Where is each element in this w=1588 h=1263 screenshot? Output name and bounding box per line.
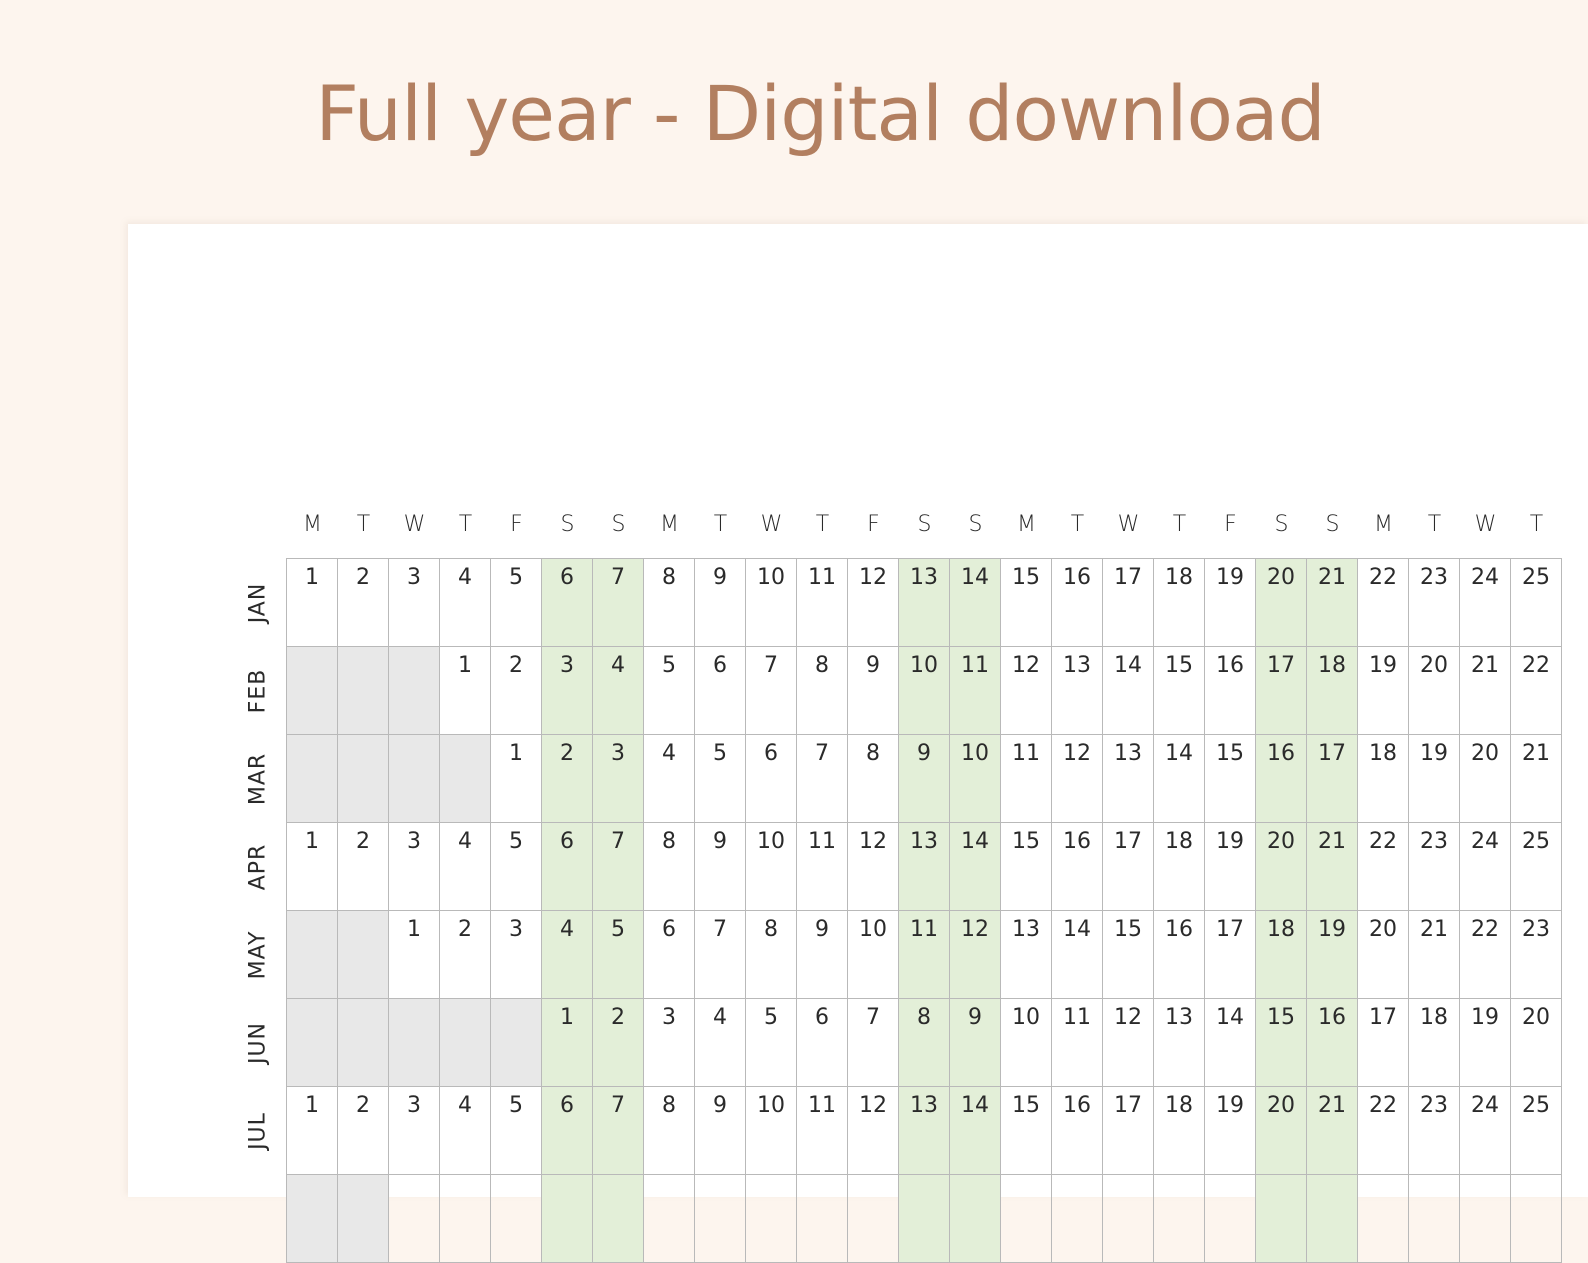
- day-cell: 20: [1511, 999, 1562, 1087]
- day-cell: 18: [1154, 823, 1205, 911]
- day-cell: 15: [1001, 1087, 1052, 1175]
- day-header-letter: S: [1325, 512, 1340, 537]
- month-label-text: FEB: [245, 668, 271, 714]
- day-header-letter: S: [917, 512, 932, 537]
- day-cell: [491, 1175, 542, 1263]
- day-cell: 6: [542, 823, 593, 911]
- day-cell: 14: [1052, 911, 1103, 999]
- day-cell: 18: [1307, 647, 1358, 735]
- day-cell: [797, 1175, 848, 1263]
- day-cell: 22: [1511, 647, 1562, 735]
- day-cell: 18: [1409, 999, 1460, 1087]
- day-cell: 18: [1154, 1087, 1205, 1175]
- day-cell: 24: [1460, 1087, 1511, 1175]
- day-header-letter: S: [1274, 512, 1289, 537]
- day-cell: 21: [1511, 735, 1562, 823]
- day-cell: 8: [899, 999, 950, 1087]
- empty-day-cell: [440, 735, 491, 823]
- day-cell: 13: [1052, 647, 1103, 735]
- day-cell: 24: [1460, 559, 1511, 647]
- day-cell: 22: [1358, 1087, 1409, 1175]
- day-cell: 12: [1001, 647, 1052, 735]
- day-header-letter: S: [968, 512, 983, 537]
- day-cell: 9: [950, 999, 1001, 1087]
- day-cell: 20: [1256, 823, 1307, 911]
- day-cell: 17: [1103, 559, 1154, 647]
- day-cell: 16: [1256, 735, 1307, 823]
- day-cell: 21: [1460, 647, 1511, 735]
- day-cell: 4: [440, 1087, 491, 1175]
- day-cell: 9: [797, 911, 848, 999]
- day-cell: 6: [746, 735, 797, 823]
- month-label-text: MAY: [245, 930, 271, 980]
- day-cell: [1511, 1175, 1562, 1263]
- day-cell: 3: [389, 823, 440, 911]
- day-cell: [1103, 1175, 1154, 1263]
- day-cell: 25: [1511, 1087, 1562, 1175]
- day-cell: 5: [491, 1087, 542, 1175]
- day-cell: [542, 1175, 593, 1263]
- day-cell: 7: [797, 735, 848, 823]
- day-cell: 10: [746, 823, 797, 911]
- day-cell: 15: [1103, 911, 1154, 999]
- day-cell: 13: [1001, 911, 1052, 999]
- day-header-letter: F: [510, 512, 523, 537]
- day-cell: [950, 1175, 1001, 1263]
- day-header-letter: M: [660, 512, 679, 537]
- day-header-letter: M: [1017, 512, 1036, 537]
- day-cell: [1460, 1175, 1511, 1263]
- day-cell: 16: [1205, 647, 1256, 735]
- day-header-letter: M: [303, 512, 322, 537]
- day-cell: 9: [848, 647, 899, 735]
- day-cell: 8: [848, 735, 899, 823]
- day-header-letter: T: [1427, 512, 1442, 537]
- day-header-letter: F: [867, 512, 880, 537]
- day-cell: 17: [1103, 1087, 1154, 1175]
- day-header-letter: T: [815, 512, 830, 537]
- day-cell: 17: [1358, 999, 1409, 1087]
- day-header-letter: T: [1172, 512, 1187, 537]
- day-cell: 14: [1154, 735, 1205, 823]
- day-cell: 16: [1052, 1087, 1103, 1175]
- day-cell: [389, 1175, 440, 1263]
- day-cell: 10: [848, 911, 899, 999]
- day-cell: 11: [797, 1087, 848, 1175]
- day-cell: 11: [797, 559, 848, 647]
- day-cell: 5: [695, 735, 746, 823]
- day-cell: 6: [797, 999, 848, 1087]
- day-cell: 25: [1511, 823, 1562, 911]
- day-cell: 13: [899, 823, 950, 911]
- day-cell: 21: [1307, 823, 1358, 911]
- day-header-letter: T: [356, 512, 371, 537]
- day-cell: 22: [1358, 823, 1409, 911]
- day-cell: [440, 1175, 491, 1263]
- day-cell: 23: [1409, 559, 1460, 647]
- day-cell: 18: [1154, 559, 1205, 647]
- day-cell: 4: [542, 911, 593, 999]
- day-header-letter: W: [1474, 512, 1497, 537]
- day-cell: 20: [1256, 559, 1307, 647]
- day-cell: 20: [1358, 911, 1409, 999]
- month-label-text: JUL: [245, 1112, 271, 1150]
- day-cell: 22: [1460, 911, 1511, 999]
- empty-day-cell: [338, 999, 389, 1087]
- empty-day-cell: [389, 735, 440, 823]
- day-cell: [1256, 1175, 1307, 1263]
- day-cell: 13: [1154, 999, 1205, 1087]
- day-cell: 5: [644, 647, 695, 735]
- day-cell: 9: [695, 823, 746, 911]
- day-cell: [644, 1175, 695, 1263]
- day-cell: 22: [1358, 559, 1409, 647]
- day-cell: 5: [491, 823, 542, 911]
- day-cell: 19: [1205, 823, 1256, 911]
- day-cell: 15: [1001, 823, 1052, 911]
- day-cell: 13: [899, 559, 950, 647]
- day-cell: 2: [593, 999, 644, 1087]
- day-cell: 9: [695, 1087, 746, 1175]
- day-header-letter: W: [403, 512, 426, 537]
- day-cell: 2: [491, 647, 542, 735]
- day-cell: 3: [389, 1087, 440, 1175]
- day-header-letter: T: [1070, 512, 1085, 537]
- day-cell: 8: [644, 559, 695, 647]
- day-cell: 4: [440, 559, 491, 647]
- day-cell: [746, 1175, 797, 1263]
- day-cell: [1154, 1175, 1205, 1263]
- day-cell: 1: [287, 1087, 338, 1175]
- day-cell: 15: [1205, 735, 1256, 823]
- day-cell: 7: [593, 559, 644, 647]
- day-header-letter: W: [1117, 512, 1140, 537]
- day-cell: 9: [695, 559, 746, 647]
- day-cell: 20: [1256, 1087, 1307, 1175]
- day-cell: 1: [389, 911, 440, 999]
- day-header-letter: T: [458, 512, 473, 537]
- day-cell: 19: [1205, 1087, 1256, 1175]
- day-cell: 10: [899, 647, 950, 735]
- day-cell: 6: [542, 559, 593, 647]
- day-cell: [1001, 1175, 1052, 1263]
- day-cell: 7: [746, 647, 797, 735]
- page-title: Full year - Digital download: [315, 69, 1325, 158]
- day-cell: 4: [644, 735, 695, 823]
- day-cell: 16: [1307, 999, 1358, 1087]
- empty-day-cell: [338, 1175, 389, 1263]
- day-cell: [593, 1175, 644, 1263]
- day-cell: 9: [899, 735, 950, 823]
- day-cell: 2: [440, 911, 491, 999]
- empty-day-cell: [389, 647, 440, 735]
- day-cell: 8: [797, 647, 848, 735]
- empty-day-cell: [440, 999, 491, 1087]
- day-cell: 17: [1307, 735, 1358, 823]
- day-cell: 2: [338, 1087, 389, 1175]
- day-cell: 23: [1511, 911, 1562, 999]
- day-cell: 2: [338, 559, 389, 647]
- day-cell: 3: [542, 647, 593, 735]
- day-cell: 24: [1460, 823, 1511, 911]
- empty-day-cell: [287, 735, 338, 823]
- day-cell: 12: [848, 823, 899, 911]
- day-cell: 11: [899, 911, 950, 999]
- day-cell: 1: [542, 999, 593, 1087]
- day-cell: 1: [287, 559, 338, 647]
- day-cell: [1409, 1175, 1460, 1263]
- day-cell: 13: [899, 1087, 950, 1175]
- day-cell: 21: [1307, 559, 1358, 647]
- day-cell: 3: [644, 999, 695, 1087]
- day-cell: [848, 1175, 899, 1263]
- day-cell: 17: [1256, 647, 1307, 735]
- day-cell: 8: [644, 823, 695, 911]
- day-cell: 15: [1256, 999, 1307, 1087]
- day-cell: 4: [695, 999, 746, 1087]
- day-cell: 20: [1460, 735, 1511, 823]
- day-cell: 3: [491, 911, 542, 999]
- day-header-letter: T: [713, 512, 728, 537]
- day-cell: 25: [1511, 559, 1562, 647]
- day-cell: 10: [746, 1087, 797, 1175]
- day-header-letter: W: [760, 512, 783, 537]
- empty-day-cell: [287, 999, 338, 1087]
- day-cell: 19: [1460, 999, 1511, 1087]
- day-cell: 21: [1409, 911, 1460, 999]
- day-cell: 19: [1358, 647, 1409, 735]
- day-header-letter: F: [1224, 512, 1237, 537]
- empty-day-cell: [338, 647, 389, 735]
- day-cell: 23: [1409, 823, 1460, 911]
- day-cell: 10: [746, 559, 797, 647]
- day-cell: 4: [440, 823, 491, 911]
- day-cell: [695, 1175, 746, 1263]
- day-cell: 14: [950, 559, 1001, 647]
- month-label-text: JUN: [245, 1021, 271, 1065]
- day-cell: 14: [1205, 999, 1256, 1087]
- day-cell: 19: [1205, 559, 1256, 647]
- month-label-text: JAN: [245, 582, 271, 624]
- day-cell: 12: [1103, 999, 1154, 1087]
- day-cell: 11: [1001, 735, 1052, 823]
- day-cell: 16: [1154, 911, 1205, 999]
- day-cell: 11: [950, 647, 1001, 735]
- day-cell: 21: [1307, 1087, 1358, 1175]
- day-cell: 15: [1001, 559, 1052, 647]
- day-cell: [899, 1175, 950, 1263]
- day-cell: 10: [950, 735, 1001, 823]
- day-cell: [1358, 1175, 1409, 1263]
- day-cell: 8: [644, 1087, 695, 1175]
- empty-day-cell: [287, 647, 338, 735]
- day-cell: 5: [746, 999, 797, 1087]
- day-cell: 3: [593, 735, 644, 823]
- day-cell: 2: [338, 823, 389, 911]
- day-header-letter: M: [1374, 512, 1393, 537]
- empty-day-cell: [338, 911, 389, 999]
- day-cell: 14: [1103, 647, 1154, 735]
- day-cell: [1205, 1175, 1256, 1263]
- empty-day-cell: [287, 911, 338, 999]
- day-cell: 2: [542, 735, 593, 823]
- day-cell: 5: [593, 911, 644, 999]
- empty-day-cell: [389, 999, 440, 1087]
- day-cell: 12: [1052, 735, 1103, 823]
- day-cell: 19: [1307, 911, 1358, 999]
- day-cell: 7: [593, 1087, 644, 1175]
- day-cell: 16: [1052, 559, 1103, 647]
- day-cell: 19: [1409, 735, 1460, 823]
- empty-day-cell: [287, 1175, 338, 1263]
- month-label-text: APR: [245, 843, 271, 891]
- day-cell: 7: [695, 911, 746, 999]
- day-cell: 3: [389, 559, 440, 647]
- day-cell: 14: [950, 1087, 1001, 1175]
- empty-day-cell: [338, 735, 389, 823]
- day-cell: 6: [695, 647, 746, 735]
- day-cell: 6: [644, 911, 695, 999]
- day-cell: 16: [1052, 823, 1103, 911]
- day-cell: 6: [542, 1087, 593, 1175]
- day-cell: 1: [287, 823, 338, 911]
- day-cell: 18: [1256, 911, 1307, 999]
- day-cell: 12: [848, 559, 899, 647]
- day-header-letter: T: [1529, 512, 1544, 537]
- day-cell: 8: [746, 911, 797, 999]
- day-cell: 10: [1001, 999, 1052, 1087]
- empty-day-cell: [491, 999, 542, 1087]
- day-cell: 4: [593, 647, 644, 735]
- day-cell: 17: [1205, 911, 1256, 999]
- day-cell: 5: [491, 559, 542, 647]
- day-header-letter: S: [611, 512, 626, 537]
- day-cell: 18: [1358, 735, 1409, 823]
- day-cell: [1052, 1175, 1103, 1263]
- day-cell: 1: [440, 647, 491, 735]
- day-cell: 17: [1103, 823, 1154, 911]
- day-cell: 11: [797, 823, 848, 911]
- day-cell: 14: [950, 823, 1001, 911]
- day-cell: [1307, 1175, 1358, 1263]
- day-header-letter: S: [560, 512, 575, 537]
- day-cell: 7: [848, 999, 899, 1087]
- day-cell: 20: [1409, 647, 1460, 735]
- day-cell: 1: [491, 735, 542, 823]
- day-cell: 15: [1154, 647, 1205, 735]
- day-cell: 7: [593, 823, 644, 911]
- day-cell: 12: [950, 911, 1001, 999]
- month-label-text: MAR: [245, 752, 271, 806]
- day-cell: 12: [848, 1087, 899, 1175]
- day-cell: 11: [1052, 999, 1103, 1087]
- day-cell: 13: [1103, 735, 1154, 823]
- day-cell: 23: [1409, 1087, 1460, 1175]
